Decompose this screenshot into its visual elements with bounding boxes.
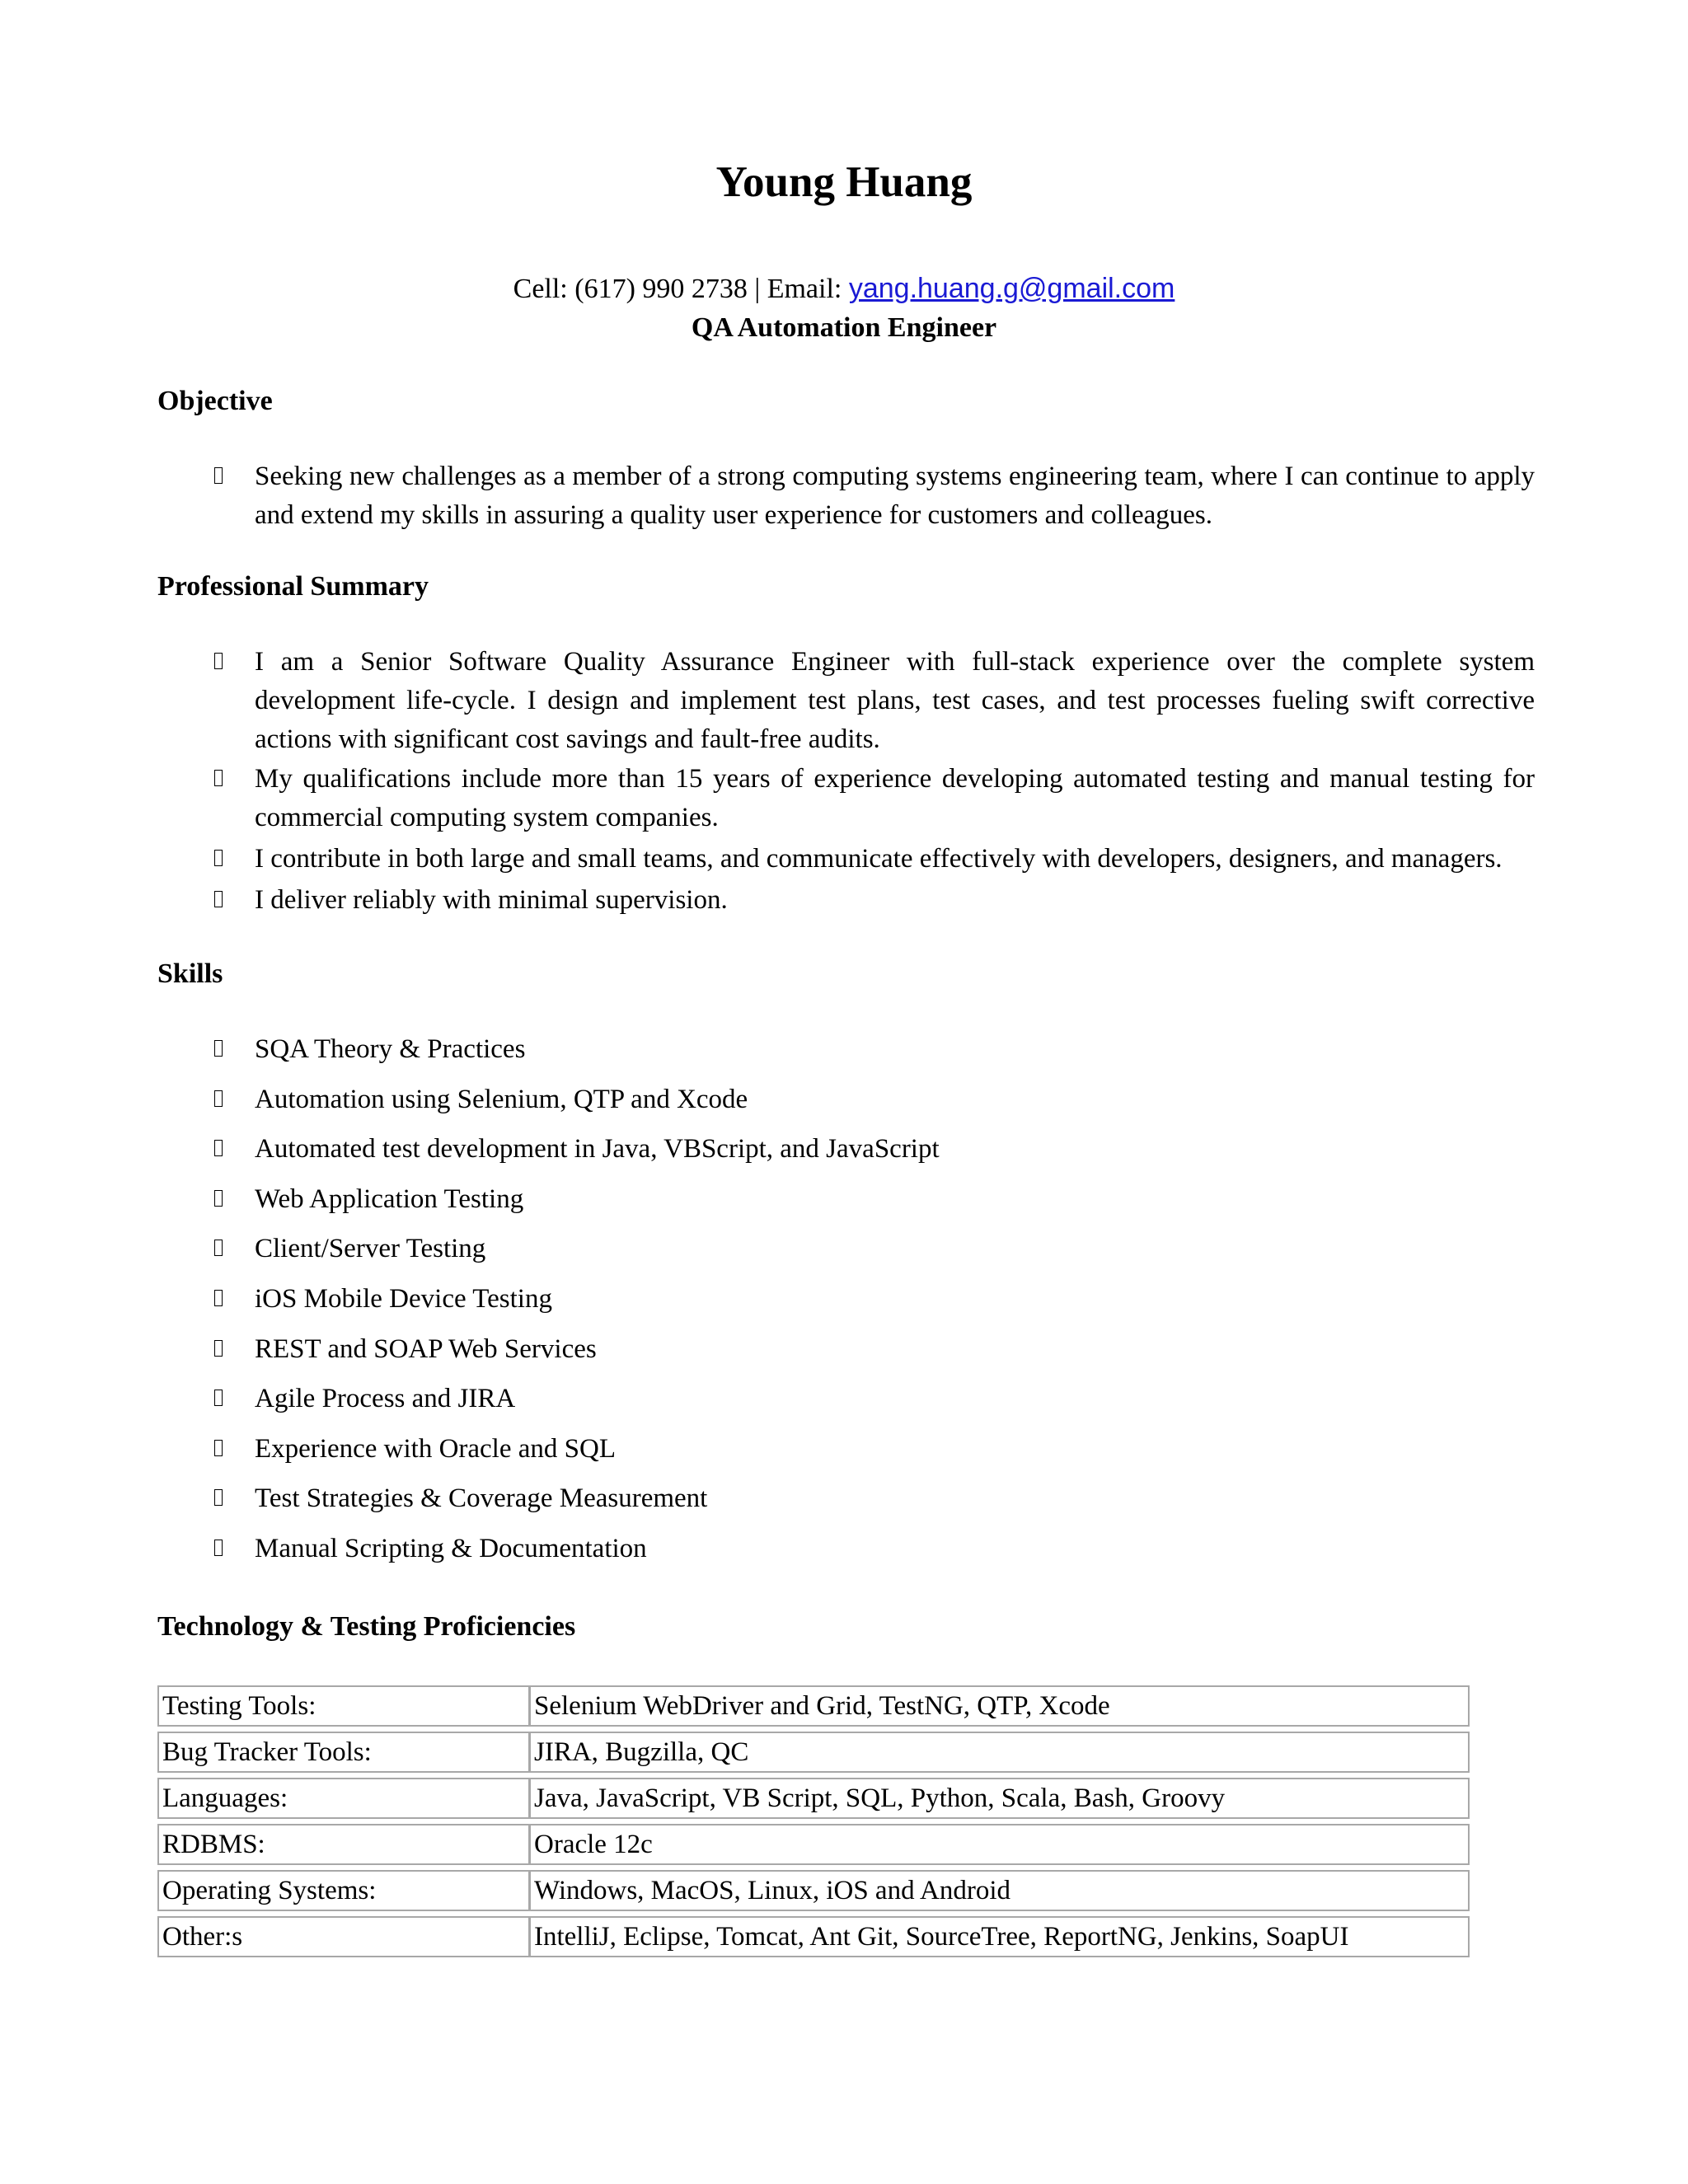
- bullet-icon: [213, 1180, 227, 1219]
- bullet-icon: [213, 1230, 227, 1268]
- skill-text: Web Application Testing: [255, 1184, 524, 1214]
- contact-phone: Cell: (617) 990 2738 | Email:: [513, 274, 849, 304]
- summary-text: My qualifications include more than 15 years of experience developing automated testing and manual testing for commercial computing system companies.: [255, 764, 1535, 832]
- table-cell-value: JIRA, Bugzilla, QC: [529, 1732, 1470, 1773]
- proficiencies-table: [157, 1685, 1470, 1962]
- table-cell-value: Oracle 12c: [529, 1824, 1470, 1865]
- objective-text: Seeking new challenges as a member of a strong computing systems engineering team, where I can continue to apply and extend my skills in assuring a quality user experience for customers and colleagues.: [255, 462, 1535, 530]
- table-cell-value: Java, JavaScript, VB Script, SQL, Python, Scala, Bash, Groovy: [529, 1778, 1470, 1819]
- skill-item: [213, 1080, 1535, 1119]
- table-row: [157, 1685, 1470, 1727]
- table-row: [157, 1870, 1470, 1911]
- table-row: [157, 1916, 1470, 1957]
- bullet-icon: [213, 840, 227, 879]
- skill-item: [213, 1180, 1535, 1219]
- skill-text: Experience with Oracle and SQL: [255, 1434, 616, 1464]
- table-cell-value: Windows, MacOS, Linux, iOS and Android: [529, 1870, 1470, 1911]
- job-title: QA Automation Engineer: [691, 312, 997, 343]
- skill-item: [213, 1130, 1535, 1169]
- bullet-icon: [213, 1330, 227, 1369]
- skill-item: [213, 1530, 1535, 1568]
- summary-heading: Professional Summary: [157, 571, 429, 602]
- skill-text: iOS Mobile Device Testing: [255, 1284, 552, 1314]
- table-cell-label: RDBMS:: [157, 1824, 530, 1865]
- summary-item: [213, 881, 1535, 920]
- bullet-icon: [213, 1430, 227, 1469]
- summary-text: I am a Senior Software Quality Assurance Engineer with full-stack experience over the complete system development life-cycle. I design and implement test plans, test cases, and test processes fueling swift corrective actions with significant cost savings and fault-free audits.: [255, 647, 1535, 754]
- bullet-icon: [213, 1530, 227, 1568]
- summary-text: I contribute in both large and small teams, and communicate effectively with developers, designers, and managers.: [255, 844, 1503, 874]
- summary-item: [213, 643, 1535, 759]
- skill-text: REST and SOAP Web Services: [255, 1334, 597, 1364]
- bullet-icon: [213, 881, 227, 920]
- skill-text: Manual Scripting & Documentation: [255, 1534, 647, 1563]
- skill-text: Automation using Selenium, QTP and Xcode: [255, 1085, 748, 1114]
- skill-text: Client/Server Testing: [255, 1234, 486, 1263]
- table-cell-label: Languages:: [157, 1778, 530, 1819]
- bullet-icon: [213, 457, 227, 496]
- skill-item: [213, 1479, 1535, 1518]
- summary-item: [213, 840, 1535, 879]
- objective-item: [213, 457, 1535, 535]
- skill-item: [213, 1330, 1535, 1369]
- skill-text: Automated test development in Java, VBScript, and JavaScript: [255, 1134, 940, 1164]
- table-row: [157, 1824, 1470, 1865]
- table-cell-label: Bug Tracker Tools:: [157, 1732, 530, 1773]
- skill-text: Agile Process and JIRA: [255, 1384, 516, 1413]
- table-cell-label: Operating Systems:: [157, 1870, 530, 1911]
- bullet-icon: [213, 1130, 227, 1169]
- table-cell-value: Selenium WebDriver and Grid, TestNG, QTP, Xcode: [529, 1685, 1470, 1727]
- table-cell-value: IntelliJ, Eclipse, Tomcat, Ant Git, SourceTree, ReportNG, Jenkins, SoapUI: [529, 1916, 1470, 1957]
- bullet-icon: [213, 1479, 227, 1518]
- table-row: [157, 1732, 1470, 1773]
- summary-text: I deliver reliably with minimal supervision.: [255, 885, 728, 915]
- skill-item: [213, 1030, 1535, 1069]
- table-cell-label: Other:s: [157, 1916, 530, 1957]
- bullet-icon: [213, 1030, 227, 1069]
- skill-text: SQA Theory & Practices: [255, 1034, 526, 1064]
- skills-heading: Skills: [157, 958, 223, 989]
- objective-heading: Objective: [157, 386, 273, 416]
- bullet-icon: [213, 1380, 227, 1418]
- skill-item: [213, 1380, 1535, 1418]
- contact-line: [0, 270, 1688, 307]
- bullet-icon: [213, 1280, 227, 1319]
- skill-item: [213, 1280, 1535, 1319]
- skill-text: Test Strategies & Coverage Measurement: [255, 1483, 708, 1513]
- candidate-name: Young Huang: [715, 158, 973, 206]
- skill-item: [213, 1430, 1535, 1469]
- bullet-icon: [213, 760, 227, 799]
- bullet-icon: [213, 1080, 227, 1119]
- bullet-icon: [213, 643, 227, 682]
- email-link[interactable]: yang.huang.g@gmail.com: [848, 273, 1175, 304]
- table-cell-label: Testing Tools:: [157, 1685, 530, 1727]
- proficiencies-heading: Technology & Testing Proficiencies: [157, 1611, 576, 1642]
- skill-item: [213, 1230, 1535, 1268]
- summary-item: [213, 760, 1535, 837]
- table-row: [157, 1778, 1470, 1819]
